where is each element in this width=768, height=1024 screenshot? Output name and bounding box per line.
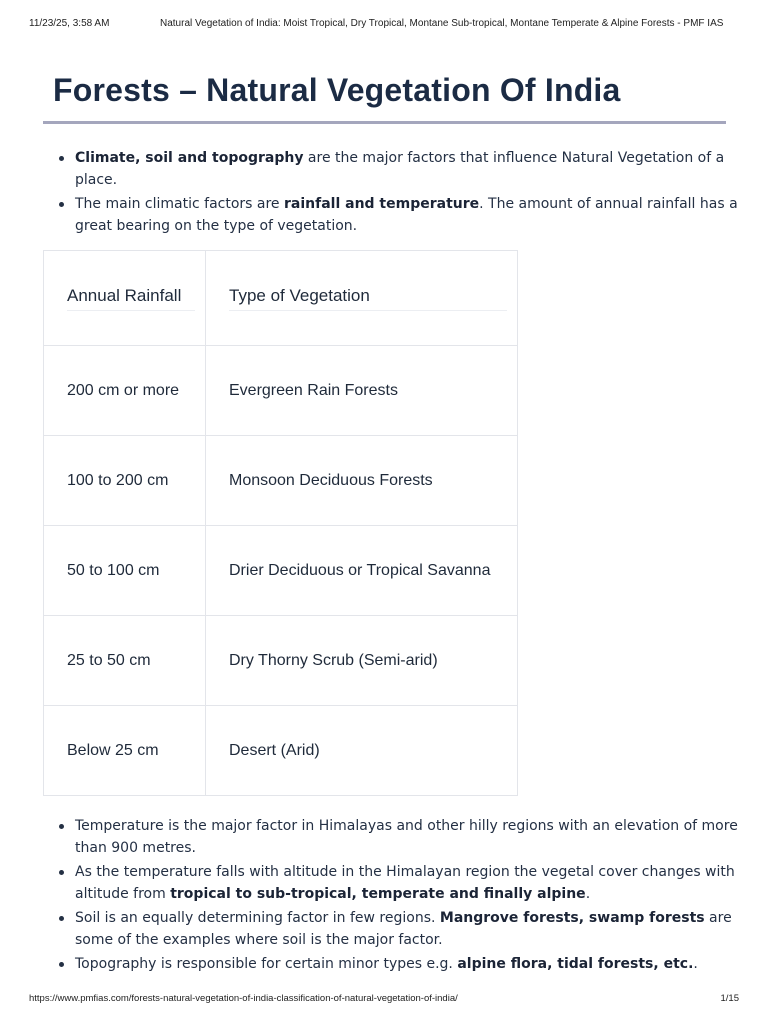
vegetation-cell: Evergreen Rain Forests: [206, 346, 518, 436]
list-item: [75, 861, 755, 905]
bullet-text: Temperature is the major factor in Himalayas and other hilly regions with an elevation of more than 900 metres.: [75, 818, 738, 856]
rainfall-cell: Below 25 cm: [44, 706, 206, 796]
title-divider: [43, 121, 726, 124]
table-row: [44, 526, 518, 616]
bullet-text: As the temperature falls with altitude in the Himalayan region the vegetal cover changes with altitude from: [75, 864, 735, 902]
table-header-row: [44, 251, 518, 346]
page-url: https://www.pmfias.com/forests-natural-vegetation-of-india-classification-of-natural-vegetation-of-india/: [29, 993, 458, 1004]
page-title: Forests – Natural Vegetation Of India: [53, 72, 621, 108]
bullet-bold-text: rainfall and temperature: [284, 196, 480, 212]
list-item: [75, 815, 755, 859]
rainfall-cell: 100 to 200 cm: [44, 436, 206, 526]
bullet-bold-text: Mangrove forests, swamp forests: [439, 910, 705, 926]
bullet-text: .: [585, 886, 591, 902]
column-header-type-of-vegetation: Type of Vegetation: [206, 251, 518, 346]
rainfall-cell: 50 to 100 cm: [44, 526, 206, 616]
bullet-text: Topography is responsible for certain minor types e.g.: [75, 956, 458, 972]
bullet-text: are the major factors that influence Natural Vegetation of a place.: [75, 150, 725, 188]
list-item: [75, 193, 755, 237]
factor-bullet-list: [43, 815, 755, 977]
bullet-bold-text: alpine flora, tidal forests, etc.: [457, 956, 694, 972]
list-item: [75, 953, 755, 975]
table-row: [44, 436, 518, 526]
list-item: [75, 147, 755, 191]
bullet-text: are some of the examples where soil is the major factor.: [75, 910, 732, 948]
vegetation-cell: Dry Thorny Scrub (Semi-arid): [206, 616, 518, 706]
vegetation-cell: Desert (Arid): [206, 706, 518, 796]
table-row: [44, 706, 518, 796]
rainfall-cell: 200 cm or more: [44, 346, 206, 436]
page-number: 1/15: [720, 993, 739, 1004]
print-document-title: Natural Vegetation of India: Moist Tropical, Dry Tropical, Montane Sub-tropical, Montane Temperate & Alpine Forests - PMF IAS: [160, 18, 724, 29]
table-row: [44, 616, 518, 706]
rainfall-cell: 25 to 50 cm: [44, 616, 206, 706]
vegetation-cell: Drier Deciduous or Tropical Savanna: [206, 526, 518, 616]
bullet-bold-text: Climate, soil and topography: [75, 150, 304, 166]
list-item: [75, 907, 755, 951]
intro-bullet-list: [43, 147, 755, 239]
column-header-annual-rainfall: Annual Rainfall: [44, 251, 206, 346]
rainfall-vegetation-table: [43, 250, 518, 796]
bullet-text: Soil is an equally determining factor in few regions.: [75, 910, 440, 926]
bullet-bold-text: tropical to sub-tropical, temperate and finally alpine: [170, 886, 586, 902]
table-row: [44, 346, 518, 436]
vegetation-cell: Monsoon Deciduous Forests: [206, 436, 518, 526]
print-date: 11/23/25, 3:58 AM: [29, 18, 110, 29]
bullet-text: The main climatic factors are: [75, 196, 284, 212]
bullet-text: . The amount of annual rainfall has a great bearing on the type of vegetation.: [75, 196, 738, 234]
bullet-text: .: [693, 956, 698, 972]
